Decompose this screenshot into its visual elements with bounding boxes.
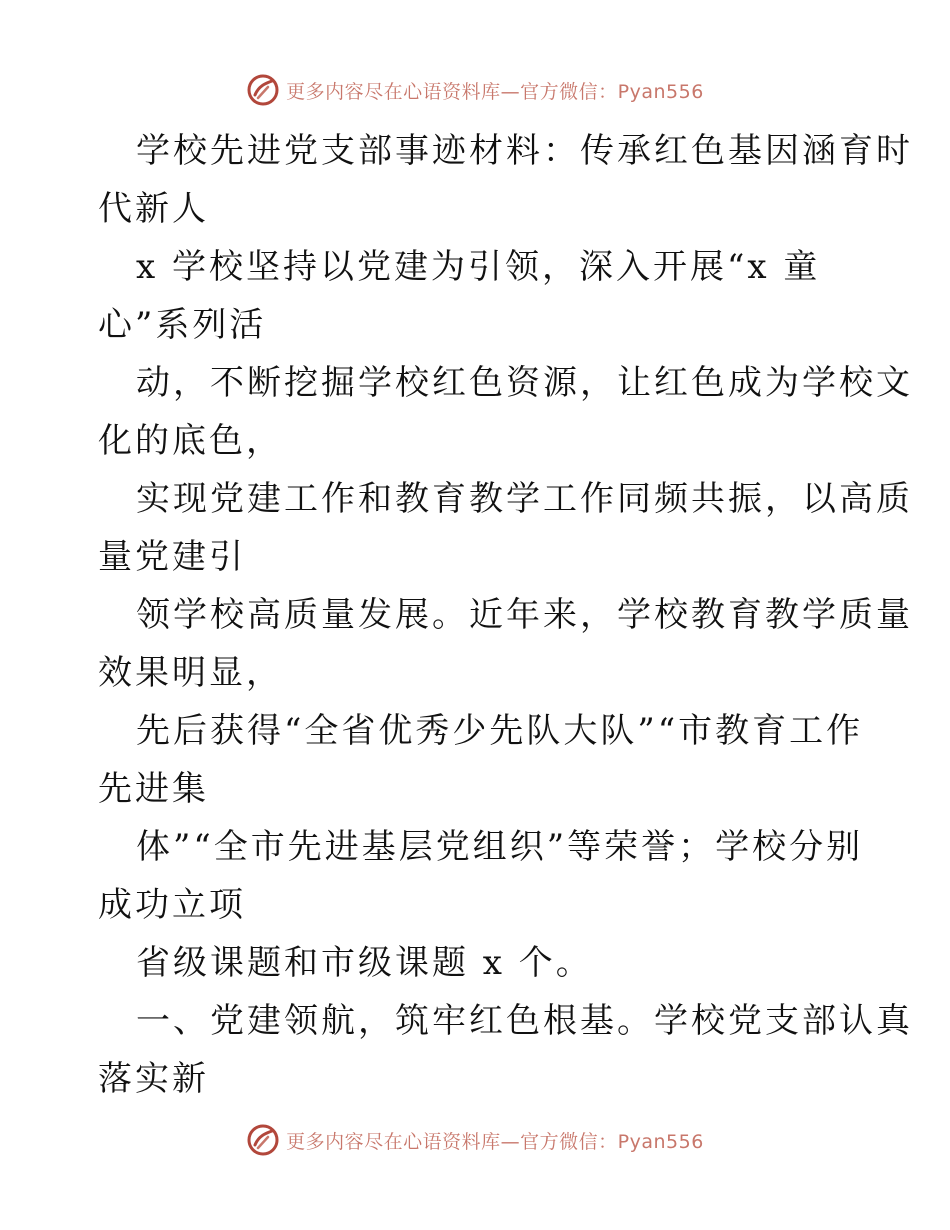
- brand-logo-icon: [246, 73, 280, 107]
- footer-watermark: [0, 1120, 950, 1160]
- text-line: 动，不断挖掘学校红色资源，让红色成为学校文: [136, 363, 913, 403]
- text-line: x 学校坚持以党建为引领，深入开展“x 童: [136, 247, 821, 287]
- text-line: 化的底色，: [98, 421, 283, 461]
- text-line: 体”“全市先进基层党组织”等荣誉；学校分别: [136, 827, 864, 867]
- text-line: 一、党建领航，筑牢红色根基。学校党支部认真: [136, 1001, 913, 1041]
- text-line: 先后获得“全省优秀少先队大队”“市教育工作: [136, 711, 864, 751]
- text-line: 成功立项: [98, 885, 246, 925]
- header-watermark: [0, 70, 950, 110]
- text-line: 效果明显，: [98, 653, 283, 693]
- watermark-text: 更多内容尽在心语资料库—官方微信：Pyan556: [286, 80, 704, 103]
- text-line: 先进集: [98, 769, 209, 809]
- watermark-text: 更多内容尽在心语资料库—官方微信：Pyan556: [286, 1130, 704, 1153]
- brand-logo-icon: [246, 1123, 280, 1157]
- text-line: 学校先进党支部事迹材料：传承红色基因涵育时: [136, 131, 913, 171]
- document-body: [98, 122, 913, 1108]
- text-line: 实现党建工作和教育教学工作同频共振，以高质: [136, 479, 913, 519]
- text-line: 代新人: [98, 189, 209, 229]
- text-line: 落实新: [98, 1059, 209, 1099]
- text-line: 心”系列活: [98, 305, 267, 345]
- text-line: 量党建引: [98, 537, 246, 577]
- text-line: 省级课题和市级课题 x 个。: [136, 943, 593, 983]
- text-line: 领学校高质量发展。近年来，学校教育教学质量: [136, 595, 913, 635]
